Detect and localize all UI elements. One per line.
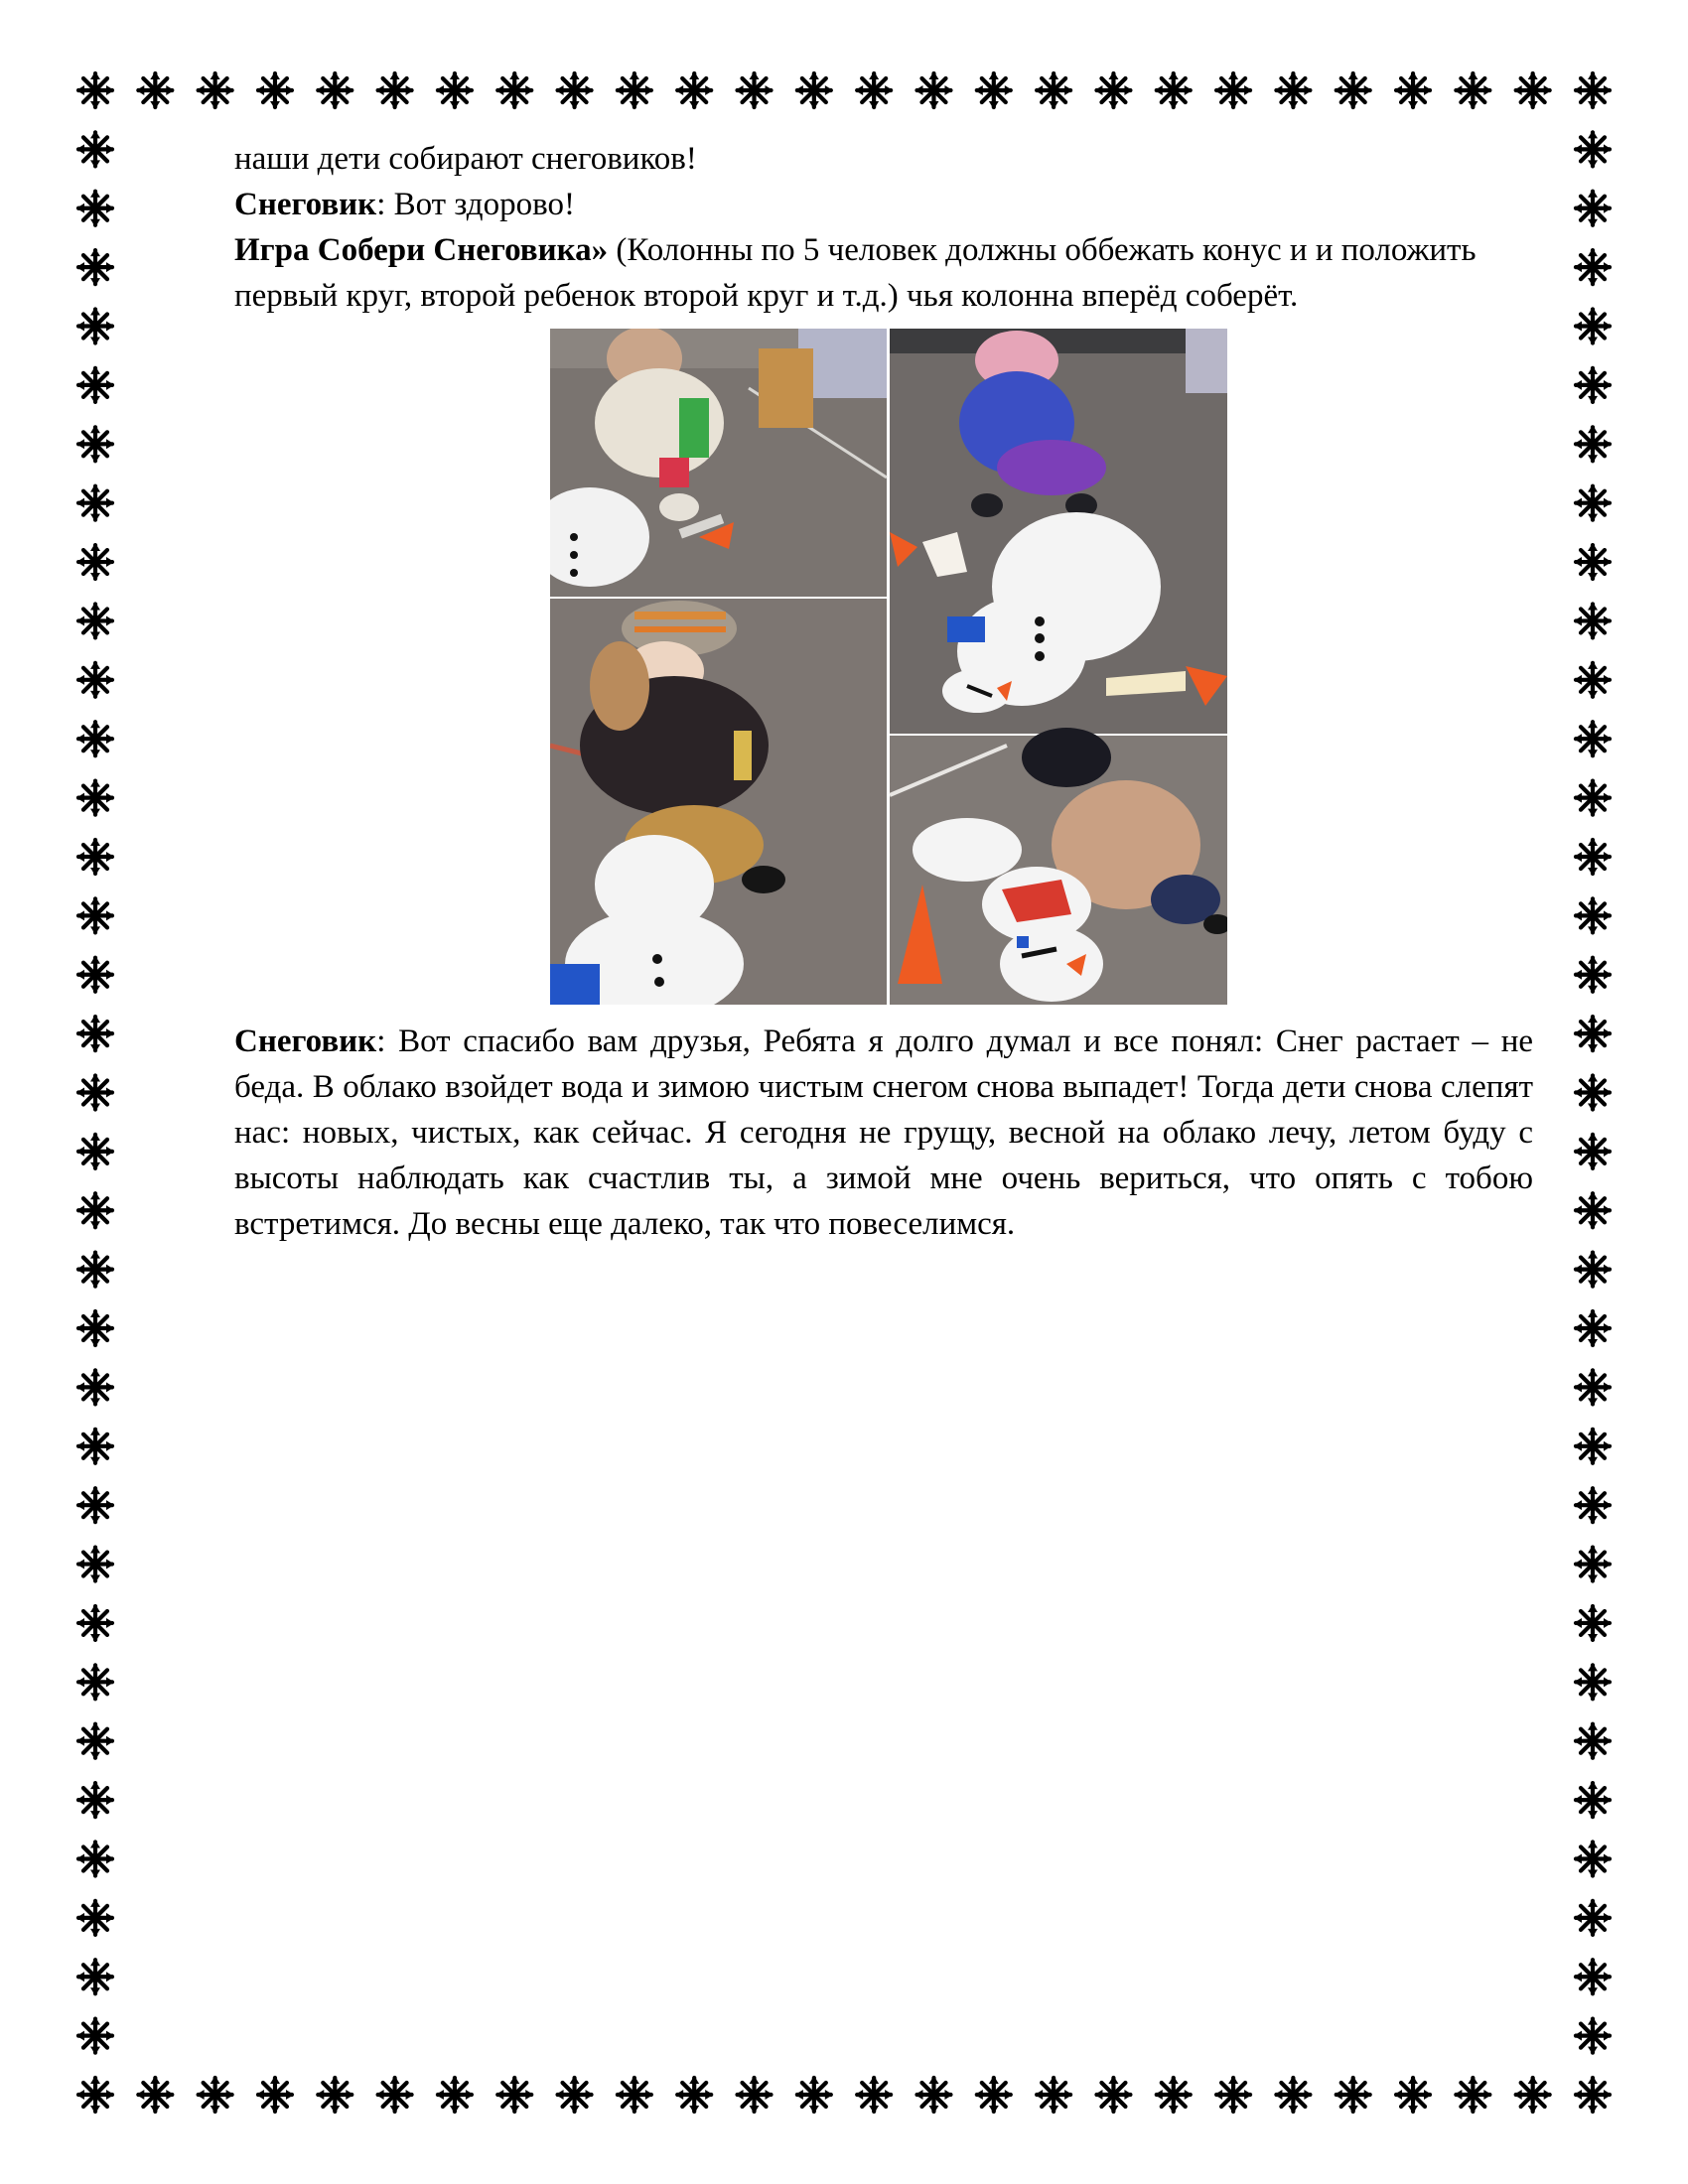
photo-panel-4 <box>890 728 1227 1005</box>
snowflake-icon <box>855 2076 893 2114</box>
snowflake-icon <box>76 1191 114 1229</box>
snowflake-icon <box>1335 71 1372 109</box>
snowflake-icon <box>914 2076 952 2114</box>
snowflake-icon <box>76 425 114 463</box>
snowflake-icon <box>1574 1899 1612 1937</box>
snowflake-icon <box>1574 425 1612 463</box>
snowflake-icon <box>1035 71 1072 109</box>
snowflake-icon <box>76 308 114 345</box>
snowflake-icon <box>76 190 114 227</box>
snowflake-icon <box>76 1958 114 1995</box>
snowflake-icon <box>376 2076 414 2114</box>
snowflake-icon <box>1574 1958 1612 1995</box>
snowflake-icon <box>1574 2076 1612 2114</box>
snowflake-icon <box>736 71 774 109</box>
snowflake-icon <box>556 71 594 109</box>
snowflake-icon <box>1035 2076 1072 2114</box>
photo-panel-2 <box>890 329 1227 734</box>
snowflake-icon <box>795 2076 833 2114</box>
snowflake-icon <box>1514 71 1552 109</box>
snowflake-icon <box>1574 602 1612 639</box>
snowflake-icon <box>1394 71 1432 109</box>
snowflake-icon <box>76 1015 114 1052</box>
snowflake-icon <box>1514 2076 1552 2114</box>
snowflake-icon <box>76 1309 114 1347</box>
snowflake-icon <box>1574 1781 1612 1819</box>
document-body <box>234 136 1533 1247</box>
snowflake-icon <box>616 71 653 109</box>
snowflake-icon <box>316 71 353 109</box>
snowflake-icon <box>76 1604 114 1642</box>
snowflake-icon <box>76 779 114 817</box>
snowflake-icon <box>76 1368 114 1406</box>
snowflake-icon <box>316 2076 353 2114</box>
snowflake-icon <box>1574 720 1612 757</box>
snowflake-icon <box>675 2076 713 2114</box>
snowflake-icon <box>436 71 474 109</box>
snowflake-icon <box>495 71 533 109</box>
snowflake-icon <box>1574 130 1612 168</box>
snowflake-icon <box>76 1840 114 1877</box>
snowflake-icon <box>1574 1546 1612 1583</box>
snowflake-icon <box>1574 366 1612 404</box>
snowflake-icon <box>76 1486 114 1524</box>
snowflake-icon <box>1574 1368 1612 1406</box>
snowflake-icon <box>675 71 713 109</box>
snowflake-icon <box>76 1899 114 1937</box>
snowflake-icon <box>1214 71 1252 109</box>
snowflake-icon <box>76 484 114 522</box>
snowflake-icon <box>76 2017 114 2055</box>
snowflake-icon <box>256 2076 294 2114</box>
game-title: Игра Собери Снеговика» <box>234 232 609 268</box>
snowflake-icon <box>136 71 174 109</box>
snowflake-icon <box>1574 248 1612 286</box>
snowflake-icon <box>76 838 114 876</box>
snowflake-icon <box>76 248 114 286</box>
snowflake-icon <box>975 71 1013 109</box>
snowflake-icon <box>1454 2076 1491 2114</box>
snowflake-icon <box>76 956 114 994</box>
snowflake-icon <box>136 2076 174 2114</box>
snowflake-icon <box>76 2076 114 2114</box>
snowflake-icon <box>736 2076 774 2114</box>
speech-text: : Вот здорово! <box>376 187 575 222</box>
paragraph-snowman-reply <box>234 182 1533 227</box>
snowflake-icon <box>76 720 114 757</box>
snowflake-icon <box>1574 661 1612 699</box>
speech-text-2: : Вот спасибо вам друзья, Ребята я долго думал и все понял: Снег растает – не беда. В облако взойдет вода и зимою чистым снегом снова выпадет! Тогда дети снова слепят нас: новых, чистых, как сейчас. Я сегодня не грущу, весной на облако лечу, летом буду с высоты наблюдать как счастлив ты, а зимой мне очень вериться, что опять с тобою встретимся. До весны еще далеко, так что повеселимся. <box>234 1024 1533 1242</box>
snowflake-icon <box>975 2076 1013 2114</box>
snowflake-icon <box>1394 2076 1432 2114</box>
snowflake-icon <box>1454 71 1491 109</box>
snowflake-icon <box>76 1663 114 1701</box>
snowflake-icon <box>1574 1428 1612 1465</box>
snowflake-icon <box>76 1074 114 1112</box>
snowflake-icon <box>1574 2017 1612 2055</box>
snowflake-icon <box>1574 1251 1612 1289</box>
snowflake-icon <box>556 2076 594 2114</box>
snowflake-icon <box>1574 543 1612 581</box>
snowflake-icon <box>1155 71 1193 109</box>
snowflake-icon <box>1574 308 1612 345</box>
snowflake-icon <box>495 2076 533 2114</box>
snowflake-icon <box>76 602 114 639</box>
snowflake-icon <box>76 661 114 699</box>
snowflake-icon <box>855 71 893 109</box>
snowflake-icon <box>1574 1604 1612 1642</box>
snowflake-icon <box>76 1251 114 1289</box>
snowflake-icon <box>1574 1722 1612 1760</box>
speaker-label: Снеговик <box>234 187 377 222</box>
snowflake-icon <box>76 1546 114 1583</box>
snowflake-icon <box>76 1428 114 1465</box>
snowflake-icon <box>795 71 833 109</box>
game-description: (Колонны по 5 человек должны оббежать конус и и положить первый круг, второй ребенок второй круг и т.д.) чья колонна вперёд соберёт. <box>234 232 1477 314</box>
snowflake-icon <box>76 71 114 109</box>
snowflake-icon <box>76 896 114 934</box>
snowflake-icon <box>1574 956 1612 994</box>
snowflake-icon <box>616 2076 653 2114</box>
photo-panel-3 <box>550 599 887 1005</box>
snowflake-icon <box>1574 779 1612 817</box>
snowflake-icon <box>914 71 952 109</box>
snowflake-icon <box>1574 1015 1612 1052</box>
snowflake-icon <box>1574 1309 1612 1347</box>
snowflake-icon <box>1574 1663 1612 1701</box>
snowflake-icon <box>1214 2076 1252 2114</box>
snowflake-icon <box>1274 71 1312 109</box>
snowflake-icon <box>256 71 294 109</box>
paragraph-intro: наши дети собирают снеговиков! <box>234 141 697 177</box>
snowflake-icon <box>1574 1074 1612 1112</box>
snowflake-icon <box>197 71 234 109</box>
snowflake-icon <box>76 366 114 404</box>
snowflake-icon <box>1574 484 1612 522</box>
snowflake-icon <box>1574 71 1612 109</box>
snowflake-icon <box>1574 1133 1612 1170</box>
snowflake-icon <box>1574 838 1612 876</box>
photo-collage <box>550 329 1227 1005</box>
paragraph-game <box>234 227 1533 319</box>
snowflake-icon <box>376 71 414 109</box>
snowflake-icon <box>1574 1191 1612 1229</box>
snowflake-icon <box>1155 2076 1193 2114</box>
snowflake-icon <box>1094 2076 1132 2114</box>
snowflake-icon <box>76 130 114 168</box>
snowflake-icon <box>197 2076 234 2114</box>
photo-panel-1 <box>550 329 887 597</box>
snowflake-icon <box>1274 2076 1312 2114</box>
speaker-label-2: Снеговик <box>234 1024 377 1059</box>
snowflake-icon <box>1574 190 1612 227</box>
snowflake-icon <box>76 1133 114 1170</box>
snowflake-icon <box>76 1781 114 1819</box>
snowflake-icon <box>1574 896 1612 934</box>
snowflake-icon <box>1574 1486 1612 1524</box>
snowflake-icon <box>1335 2076 1372 2114</box>
snowflake-icon <box>1094 71 1132 109</box>
snowflake-icon <box>436 2076 474 2114</box>
snowflake-icon <box>76 1722 114 1760</box>
snowflake-icon <box>1574 1840 1612 1877</box>
paragraph-snowman-speech <box>234 1019 1533 1247</box>
snowflake-icon <box>76 543 114 581</box>
